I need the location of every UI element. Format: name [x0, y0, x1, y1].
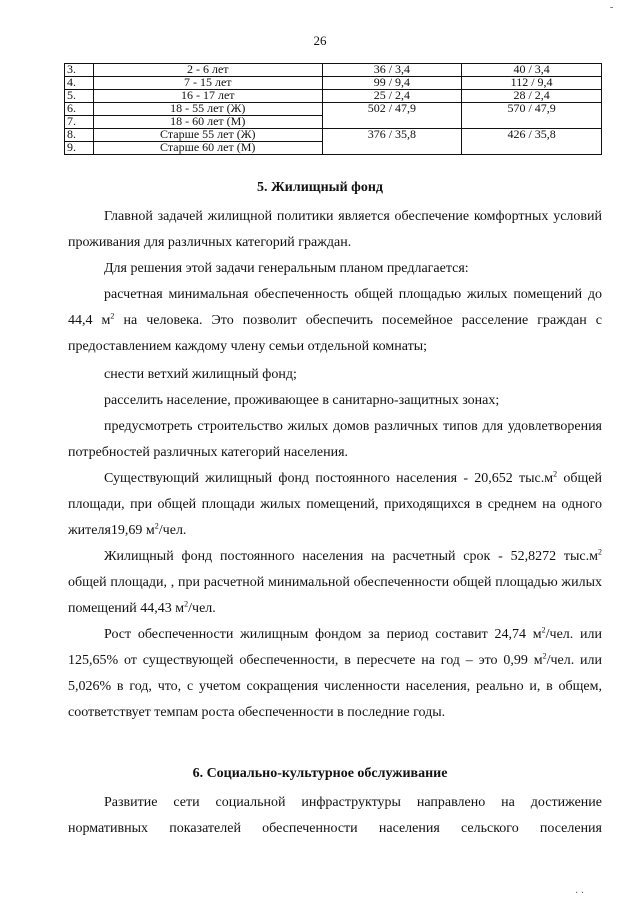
- text-run: /чел. или 125,65% от существующей обеспеченности, в пересчете на год – это 0,99 м: [68, 627, 602, 668]
- superscript: 2: [110, 311, 115, 321]
- text-run: на человека. Это позволит обеспечить посемейное расселение граждан с предоставлением каждому члену семьи отдельной комнаты;: [68, 313, 602, 354]
- table-row: [65, 103, 602, 116]
- superscript: 2: [553, 469, 558, 479]
- section-5-paragraph-8: [68, 544, 602, 622]
- row-number: 3.: [65, 64, 94, 77]
- age-group: 2 - 6 лет: [93, 64, 322, 77]
- value-projected: 112 / 9,4: [462, 77, 602, 90]
- text-run: Жилищный фонд постоянного населения на расчетный срок - 52,8272 тыс.м: [104, 549, 598, 564]
- text-run: /чел.: [158, 523, 187, 538]
- section-5-paragraph-1: Главной задачей жилищной политики является обеспечение комфортных условий проживания для различных категорий граждан.: [68, 209, 602, 250]
- value-current: 25 / 2,4: [322, 90, 462, 103]
- age-group: Старше 60 лет (М): [93, 142, 322, 155]
- superscript: 2: [184, 599, 189, 609]
- value-projected: 426 / 35,8: [462, 129, 602, 155]
- value-projected: 570 / 47,9: [462, 103, 602, 129]
- corner-mark-top: -: [610, 2, 614, 13]
- text-run: Рост обеспеченности жилищным фондом за период составит 24,74 м: [104, 627, 542, 642]
- value-projected: 40 / 3,4: [462, 64, 602, 77]
- text-run: общей площади, при общей площади жилых помещений, приходящихся в среднем на одного жителя19,69 м: [68, 471, 603, 538]
- section-5-paragraph-2: Для решения этой задачи генеральным планом предлагается:: [104, 261, 469, 276]
- section-6-paragraph-1: Развитие сети социальной инфраструктуры направлено на достижение нормативных показателей обеспеченности населения сельского поселения: [68, 795, 602, 836]
- page-number: 26: [313, 33, 327, 48]
- age-group-table: [64, 63, 602, 155]
- section-5-paragraph-4: снести ветхий жилищный фонд;: [104, 367, 297, 382]
- superscript: 2: [598, 547, 602, 557]
- value-projected: 28 / 2,4: [462, 90, 602, 103]
- superscript: 2: [154, 521, 159, 531]
- age-group: 18 - 55 лет (Ж): [93, 103, 322, 116]
- superscript: 2: [541, 625, 546, 635]
- value-current: 36 / 3,4: [322, 64, 462, 77]
- text-run: /чел.: [188, 601, 216, 616]
- text-run: общей площади, , при расчетной минимальной обеспеченности общей площадью жилых помещений 44,43 м: [68, 575, 602, 616]
- age-group: 16 - 17 лет: [93, 90, 322, 103]
- section-6-heading: 6. Социально-культурное обслуживание: [192, 766, 448, 781]
- superscript: 2: [542, 651, 547, 661]
- value-current: 376 / 35,8: [322, 129, 462, 155]
- value-current: 99 / 9,4: [322, 77, 462, 90]
- row-number: 6.: [65, 103, 94, 116]
- row-number: 5.: [65, 90, 94, 103]
- age-group: 7 - 15 лет: [93, 77, 322, 90]
- value-current: 502 / 47,9: [322, 103, 462, 129]
- text-run: расчетная минимальная обеспеченность общей площадью жилых помещений до 44,4 м: [68, 287, 602, 328]
- row-number: 4.: [65, 77, 94, 90]
- row-number: 7.: [65, 116, 94, 129]
- section-5-paragraph-6: предусмотреть строительство жилых домов различных типов для удовлетворения потребностей различных категорий населения.: [68, 419, 602, 460]
- section-5-paragraph-7: [68, 466, 602, 544]
- age-group: Старше 55 лет (Ж): [93, 129, 322, 142]
- section-5-paragraph-9: [68, 622, 602, 726]
- corner-mark-bottom: · ·: [575, 888, 585, 899]
- section-5-paragraph-5: расселить население, проживающее в санитарно-защитных зонах;: [104, 393, 500, 408]
- text-run: /чел. или 5,026% в год, что, с учетом сокращения численности населения, реально и, в общем, соответствует темпам роста обеспеченности в последние годы.: [68, 653, 602, 720]
- age-group: 18 - 60 лет (М): [93, 116, 322, 129]
- section-5-heading: 5. Жилищный фонд: [256, 180, 384, 195]
- row-number: 8.: [65, 129, 94, 142]
- table-row: [65, 129, 602, 142]
- text-run: Существующий жилищный фонд постоянного населения - 20,652 тыс.м: [104, 471, 554, 486]
- row-number: 9.: [65, 142, 94, 155]
- section-5-paragraph-3: [68, 282, 602, 360]
